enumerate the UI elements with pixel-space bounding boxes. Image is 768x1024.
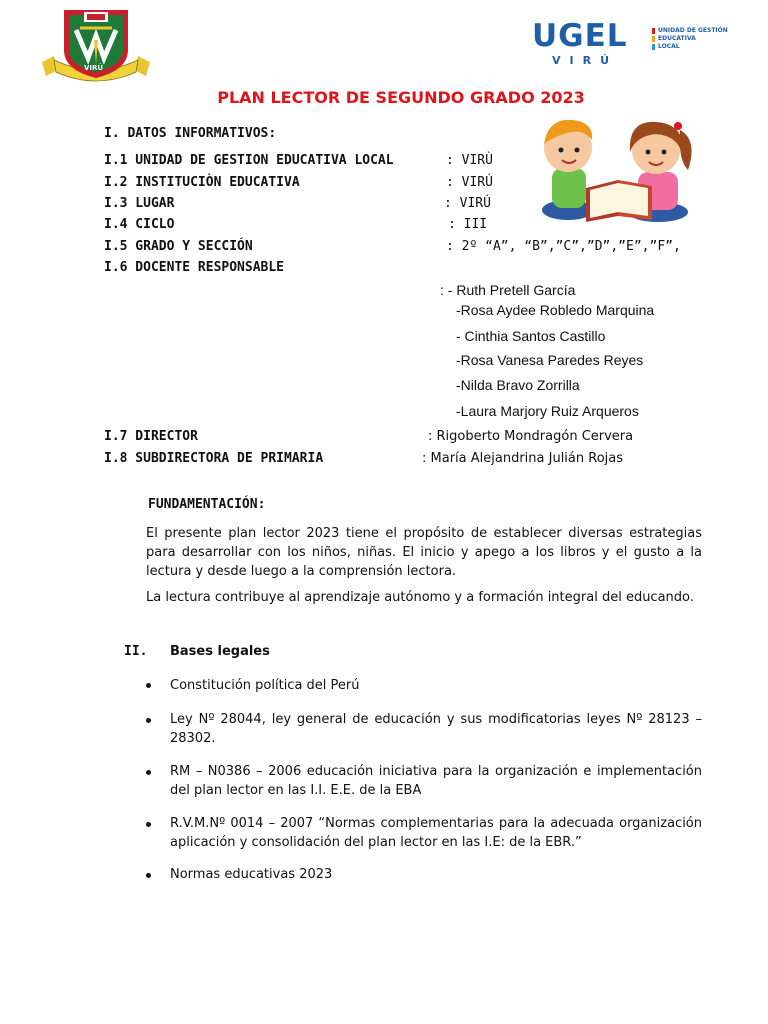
director-value: : Rigoberto Mondragón Cervera: [428, 429, 634, 444]
docente-item: -Nilda Bravo Zorrilla: [456, 377, 580, 393]
datos-row-label: I.2 INSTITUCIÒN EDUCATIVA: [104, 175, 300, 190]
fundamentacion-paragraph-1: [146, 524, 702, 581]
paragraph-line: lectura y desde luego a la comprensión lectora.: [146, 564, 457, 579]
kids-reading-illustration: [528, 110, 706, 230]
bases-item: [170, 710, 702, 748]
bases-item: [170, 814, 702, 852]
bases-item: [170, 865, 702, 884]
bases-item-line: Constitución política del Perú: [170, 678, 360, 693]
docente-item: -Rosa Vanesa Paredes Reyes: [456, 352, 644, 368]
ugel-line-1: UNIDAD DE GESTIÓN: [658, 27, 728, 34]
bullet-icon: [146, 770, 151, 775]
bases-item: [170, 676, 702, 695]
datos-row-label: I.1 UNIDAD DE GESTION EDUCATIVA LOCAL: [104, 153, 394, 168]
bases-item: [170, 762, 702, 800]
paragraph-line: El presente plan lector 2023 tiene el propósito de establecer diversas estrategias: [146, 526, 702, 541]
bases-item-line: RM – N0386 – 2006 educación iniciativa para la organización e implementación: [170, 764, 702, 779]
ugel-logo-sub: VIRÚ: [552, 54, 619, 67]
bases-item-line: Normas educativas 2023: [170, 867, 333, 882]
bases-heading: Bases legales: [170, 644, 270, 659]
paragraph-line: para desarrollar con los niños, niñas. El inicio y apego a los libros y el gusto a la: [146, 545, 702, 560]
docente-item: -Laura Marjory Ruiz Arqueros: [456, 403, 639, 419]
datos-row-label: I.6 DOCENTE RESPONSABLE: [104, 260, 285, 275]
datos-row-value: : VIRÚ: [446, 175, 493, 190]
ugel-logo-word: UGEL: [532, 18, 628, 54]
school-logo-text: VIRÚ: [84, 64, 104, 72]
document-title: PLAN LECTOR DE SEGUNDO GRADO 2023: [217, 88, 585, 107]
docente-item: - Cinthia Santos Castillo: [456, 328, 606, 344]
ugel-bar-blue: [652, 44, 655, 50]
bases-item-line: Ley Nº 28044, ley general de educación y sus modificatorias leyes Nº 28123 –: [170, 712, 702, 727]
fundamentacion-heading: FUNDAMENTACIÓN:: [148, 497, 266, 512]
datos-row-label: I.4 CICLO: [104, 217, 175, 232]
director-label: I.7 DIRECTOR: [104, 429, 198, 444]
datos-row-value: : VIRÚ: [444, 196, 491, 211]
ugel-bar-yellow: [652, 36, 655, 42]
docente-item: -Rosa Aydee Robledo Marquina: [456, 302, 655, 318]
ugel-line-2: EDUCATIVA: [658, 35, 696, 42]
bullet-icon: [146, 822, 151, 827]
bases-item-line: aplicación y consolidación del plan lector en las I.E: de la EBR.”: [170, 835, 582, 850]
bases-item-line: del plan lector en las I.I. E.E. de la EBA: [170, 783, 422, 798]
bases-item-line: 28302.: [170, 731, 216, 746]
datos-row-value: : 2º “A”, “B”,”C”,”D”,”E”,”F”,: [446, 239, 681, 254]
datos-row-label: I.5 GRADO Y SECCIÓN: [104, 239, 253, 254]
subdirectora-label: I.8 SUBDIRECTORA DE PRIMARIA: [104, 451, 324, 466]
ugel-line-3: LOCAL: [658, 43, 680, 50]
bullet-icon: [146, 718, 151, 723]
datos-heading: I. DATOS INFORMATIVOS:: [104, 126, 277, 141]
datos-row-value: : III: [448, 217, 488, 232]
fundamentacion-paragraph-2: La lectura contribuye al aprendizaje autónomo y a formación integral del educando.: [146, 590, 694, 605]
datos-row-value: : VIRÙ: [446, 153, 493, 168]
ugel-logo: [532, 18, 732, 72]
datos-row-label: I.3 LUGAR: [104, 196, 175, 211]
bullet-icon: [146, 683, 151, 688]
bullet-icon: [146, 873, 151, 878]
bases-number: II.: [124, 644, 148, 659]
docente-item: : - Ruth Pretell García: [440, 282, 576, 298]
bases-item-line: R.V.M.Nº 0014 – 2007 “Normas complementarias para la adecuada organización: [170, 816, 702, 831]
subdirectora-value: : María Alejandrina Julián Rojas: [422, 451, 624, 466]
school-logo: [40, 6, 152, 86]
ugel-bar-red: [652, 28, 655, 34]
